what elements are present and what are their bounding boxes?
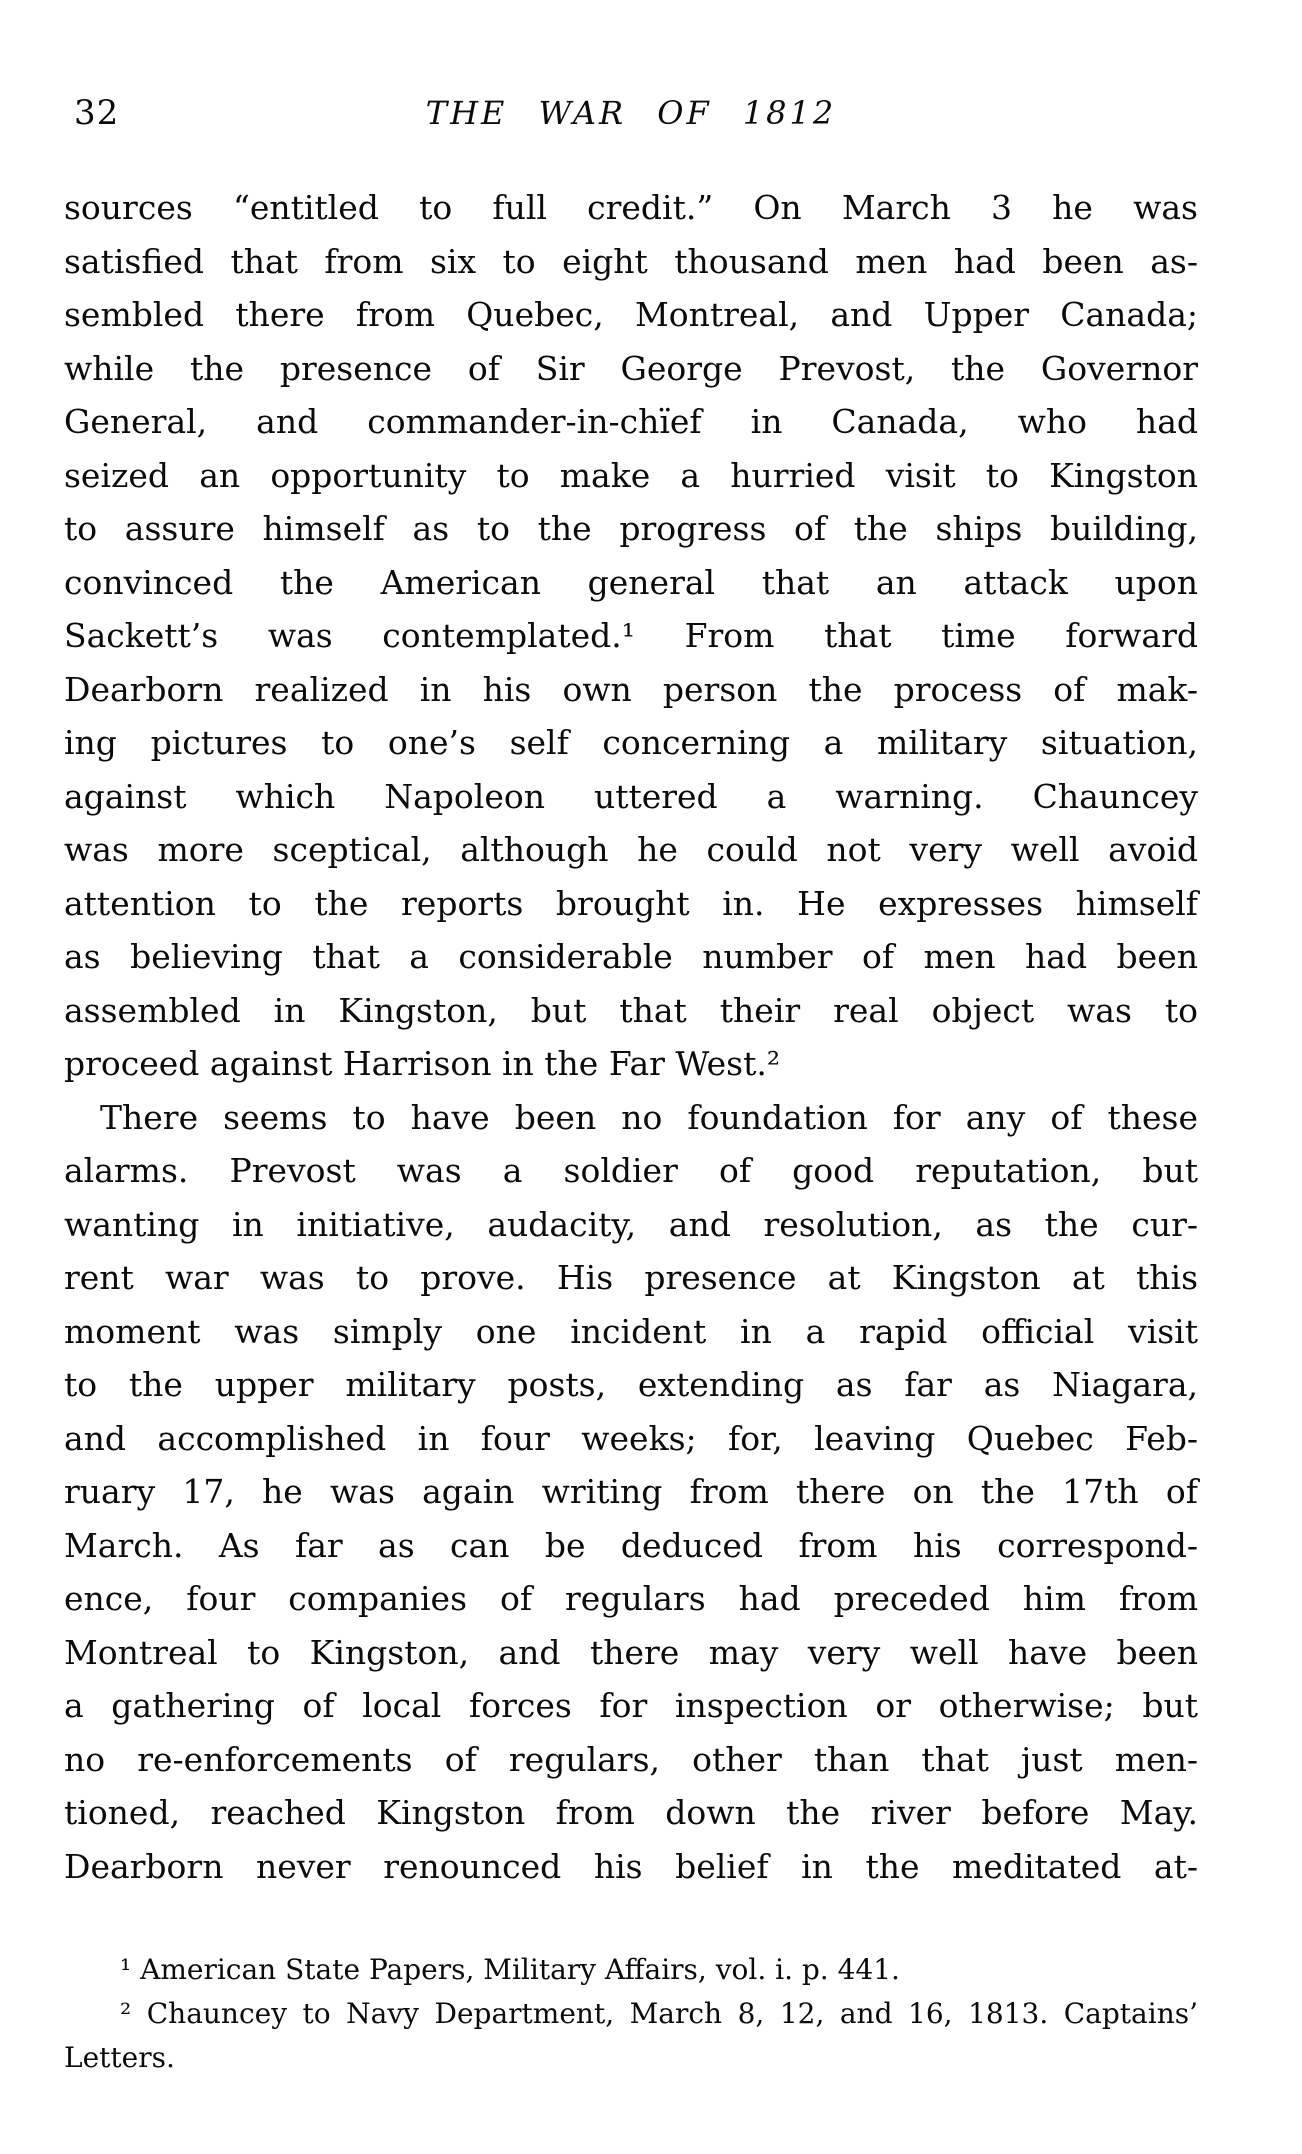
text-line: a gathering of local forces for inspection or otherwise; but <box>64 1686 1198 1725</box>
text-line: tioned, reached Kingston from down the river before May. <box>64 1793 1198 1832</box>
text-line: moment was simply one incident in a rapid official visit <box>64 1311 1198 1351</box>
page-number: 32 <box>74 93 120 133</box>
paragraph <box>64 1091 1198 1894</box>
body-text <box>64 181 1198 1893</box>
text-line: ruary 17, he was again writing from there on the 17th of <box>64 1472 1198 1511</box>
text-line: Dearborn realized in his own person the process of mak- <box>64 669 1198 709</box>
text-line: alarms. Prevost was a soldier of good reputation, but <box>64 1151 1198 1190</box>
text-line: General, and commander-in-chïef in Canada, who had <box>64 402 1198 441</box>
footnote-line: Letters. <box>64 2041 175 2074</box>
text-line: while the presence of Sir George Prevost, the Governor <box>64 348 1198 388</box>
text-line: was more sceptical, although he could not very well avoid <box>64 830 1198 869</box>
footnotes <box>64 1948 1198 2080</box>
text-line: to the upper military posts, extending as far as Niagara, <box>64 1365 1198 1404</box>
text-line: sembled there from Quebec, Montreal, and Upper Canada; <box>64 295 1198 334</box>
text-line: and accomplished in four weeks; for, leaving Quebec Feb- <box>64 1418 1198 1458</box>
text-line: to assure himself as to the progress of the ships building, <box>64 509 1198 548</box>
text-line: sources “entitled to full credit.” On March 3 he was <box>64 188 1198 227</box>
text-line: ing pictures to one’s self concerning a military situation, <box>64 723 1198 762</box>
footnote <box>64 1992 1198 2080</box>
text-line: no re-enforcements of regulars, other than that just men- <box>64 1739 1198 1779</box>
text-line: assembled in Kingston, but that their real object was to <box>64 990 1198 1030</box>
text-line: proceed against Harrison in the Far West.² <box>64 1044 781 1083</box>
running-title: THE WAR OF 1812 <box>425 94 837 132</box>
text-line: wanting in initiative, audacity, and resolution, as the cur- <box>64 1204 1198 1244</box>
text-line: March. As far as can be deduced from his correspond- <box>64 1525 1198 1565</box>
page-header <box>64 90 1198 136</box>
text-line: rent war was to prove. His presence at Kingston at this <box>64 1258 1198 1297</box>
text-line: Dearborn never renounced his belief in the meditated at- <box>64 1846 1198 1886</box>
text-line: satisfied that from six to eight thousand men had been as- <box>64 241 1198 281</box>
text-line: Sackett’s was contemplated.¹ From that time forward <box>64 616 1198 655</box>
text-line: seized an opportunity to make a hurried visit to Kingston <box>64 455 1198 495</box>
text-line: There seems to have been no foundation for any of these <box>100 1097 1198 1137</box>
footnote <box>64 1948 1198 1992</box>
footnote-line: ¹ American State Papers, Military Affairs, vol. i. p. 441. <box>120 1953 900 1986</box>
text-line: attention to the reports brought in. He expresses himself <box>64 883 1198 923</box>
text-line: convinced the American general that an attack upon <box>64 562 1198 602</box>
text-line: as believing that a considerable number of men had been <box>64 937 1198 976</box>
text-line: against which Napoleon uttered a warning. Chauncey <box>64 776 1198 816</box>
footnote-line: ² Chauncey to Navy Department, March 8, 12, and 16, 1813. Captains’ <box>120 1997 1198 2030</box>
text-line: Montreal to Kingston, and there may very well have been <box>64 1632 1198 1672</box>
text-line: ence, four companies of regulars had preceded him from <box>64 1579 1198 1618</box>
paragraph <box>64 181 1198 1091</box>
